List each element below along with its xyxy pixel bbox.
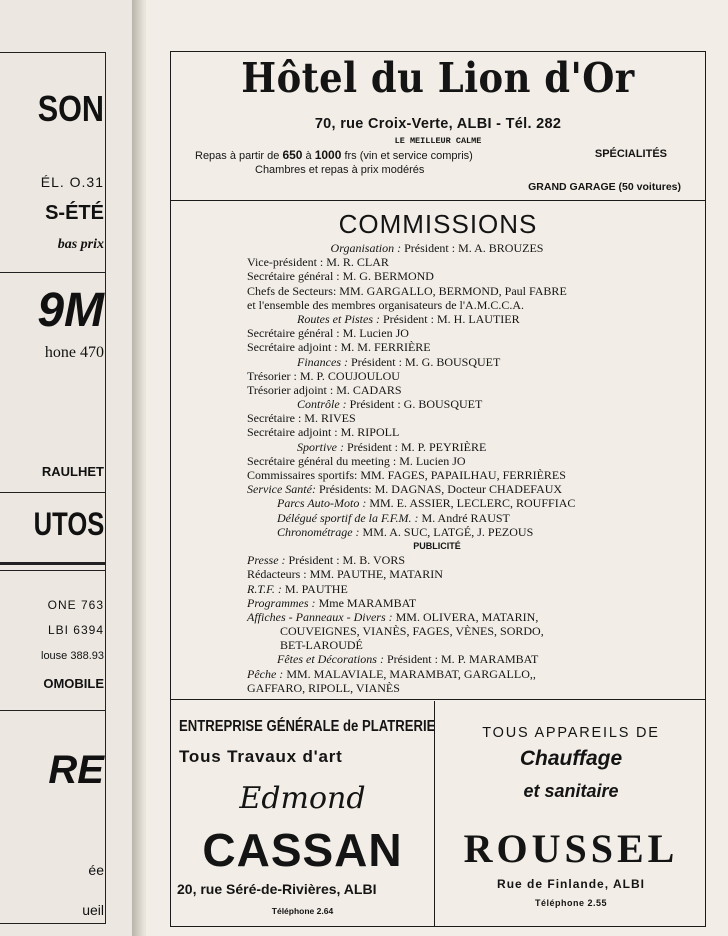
- commission-text: Président : M. A. BROUZES: [401, 241, 544, 255]
- commission-text: BET-LAROUDÉ: [280, 638, 363, 653]
- prev-text-automobile: OMOBILE: [43, 676, 104, 691]
- ad-chauffage: [436, 701, 706, 926]
- commission-text: Présidents: M. DAGNAS, Docteur CHADEFAUX: [315, 482, 563, 497]
- commissions-title: COMMISSIONS: [338, 209, 538, 239]
- commission-line: [247, 553, 627, 567]
- advertisements: [171, 701, 705, 926]
- commission-label: Contrôle :: [297, 397, 347, 412]
- commission-line: [247, 383, 627, 397]
- commission-label: Affiches - Panneaux - Divers :: [247, 609, 393, 624]
- commission-line: [247, 298, 627, 312]
- ad-platrerie-phone: Téléphone 2.64: [271, 906, 334, 916]
- commission-text: Secrétaire général : M. Lucien JO: [247, 326, 409, 341]
- prev-text-ueil: ueil: [82, 902, 104, 918]
- commission-line: [247, 496, 627, 510]
- commission-text: M. André RAUST: [418, 510, 510, 525]
- commission-text: GAFFARO, RIPOLL, VIANÈS: [247, 680, 400, 695]
- commissions-list: [247, 241, 627, 695]
- commission-label: Organisation :: [330, 241, 402, 255]
- commission-label: R.T.F. :: [247, 581, 282, 596]
- commission-label: Presse :: [247, 553, 286, 568]
- commission-line: [247, 610, 627, 624]
- commission-line: [247, 624, 627, 638]
- commission-text: et l'ensemble des membres organisateurs de l'A.M.C.C.A.: [247, 297, 525, 312]
- commission-label: Pêche :: [247, 666, 284, 681]
- commission-text: MM. E. ASSIER, LECLERC, ROUFFIAC: [366, 496, 576, 511]
- prev-text-9m: 9M: [37, 284, 104, 337]
- commission-text: COUVEIGNES, VIANÈS, FAGES, VÈNES, SORDO,: [280, 624, 544, 639]
- commission-text: Président : G. BOUSQUET: [346, 397, 483, 412]
- hotel-specialites: SPÉCIALITÉS: [594, 148, 667, 160]
- commission-label: Programmes :: [247, 595, 316, 610]
- prev-divider: [0, 492, 106, 493]
- prev-text-autos: UTOS: [33, 506, 104, 542]
- commission-line: [247, 411, 627, 425]
- commission-line: [247, 567, 627, 581]
- commission-label: Parcs Auto-Moto :: [277, 496, 367, 511]
- commission-label: Fêtes et Décorations :: [277, 652, 384, 667]
- prev-text-bas-prix: bas prix: [57, 237, 104, 252]
- commission-text: Secrétaire général du meeting : M. Lucien JO: [247, 453, 466, 468]
- commission-text: Président : M. H. LAUTIER: [379, 311, 520, 326]
- commission-line: [247, 652, 627, 666]
- hotel-garage: GRAND GARAGE (50 voitures): [528, 181, 681, 193]
- ad-chauffage-name: ROUSSEL: [463, 826, 679, 871]
- hotel-advertisement: [171, 52, 705, 201]
- commission-label: Finances :: [297, 354, 348, 369]
- hotel-address: 70, rue Croix-Verte, ALBI - Tél. 282: [314, 116, 562, 132]
- commission-line: [247, 440, 627, 454]
- prev-text-re: RE: [48, 748, 104, 792]
- ad-platrerie-firstname: Edmond: [239, 781, 366, 816]
- commissions-section: [171, 201, 705, 700]
- commission-line: [247, 539, 627, 553]
- commission-line: [247, 596, 627, 610]
- prev-text-ete: S-ÉTÉ: [45, 202, 104, 224]
- commission-line: [247, 241, 627, 255]
- commission-line: [247, 582, 627, 596]
- meals-mid: à: [302, 150, 315, 162]
- commission-text: Chefs de Secteurs: MM. GARGALLO, BERMOND, Paul FABRE: [247, 283, 567, 298]
- commission-text: Trésorier : M. P. COUJOULOU: [247, 368, 400, 383]
- commission-text: Trésorier adjoint : M. CADARS: [247, 382, 402, 397]
- hotel-meals: [195, 148, 473, 162]
- ad-chauffage-address: Rue de Finlande, ALBI: [497, 877, 645, 891]
- commission-line: [247, 482, 627, 496]
- prev-text-phone: hone 470: [44, 344, 104, 361]
- prev-divider: [0, 562, 106, 565]
- commission-line: [247, 511, 627, 525]
- meals-price-2: 1000: [314, 148, 342, 162]
- commission-text: Président : M. P. MARAMBAT: [383, 652, 539, 667]
- ad-platrerie-address: 20, rue Séré-de-Rivières, ALBI: [177, 881, 377, 897]
- commission-line: [247, 468, 627, 482]
- commission-line: [247, 255, 627, 269]
- prev-text-tel: ÉL. O.31: [40, 174, 104, 190]
- prev-divider: [0, 272, 106, 273]
- commission-text: Président : M. G. BOUSQUET: [347, 354, 501, 369]
- meals-suffix: frs (vin et service compris): [341, 150, 473, 162]
- commission-line: [247, 397, 627, 411]
- commission-label: Routes et Pistes :: [297, 311, 380, 326]
- prev-divider: [0, 710, 106, 711]
- page-frame: [170, 51, 706, 927]
- meals-price-1: 650: [282, 148, 303, 162]
- prev-divider: [0, 570, 106, 571]
- commission-text: Mme MARAMBAT: [315, 595, 417, 610]
- ad-platrerie-subheading: Tous Travaux d'art: [179, 747, 343, 766]
- commission-line: [247, 681, 627, 695]
- hotel-name: Hôtel du Lion d'Or: [241, 54, 635, 102]
- commission-text: Secrétaire adjoint : M. RIPOLL: [247, 425, 400, 440]
- prev-text-ee: ée: [88, 862, 104, 878]
- commission-label: Délégué sportif de la F.F.M. :: [277, 510, 419, 525]
- hotel-tagline: LE MEILLEUR CALME: [394, 136, 482, 146]
- commission-line: [247, 340, 627, 354]
- main-page: [146, 0, 728, 936]
- ad-chauffage-phone: Téléphone 2.55: [534, 898, 608, 908]
- ad-chauffage-chauffage: Chauffage: [519, 747, 623, 770]
- commission-label: Chronométrage :: [277, 524, 360, 539]
- commission-line: [247, 454, 627, 468]
- commission-text: Secrétaire général : M. G. BERMOND: [247, 269, 434, 284]
- ad-platrerie-heading: ENTREPRISE GÉNÉRALE de PLATRERIE: [179, 718, 436, 735]
- commission-label: Sportive :: [297, 439, 344, 454]
- commission-text: Secrétaire : M. RIVES: [247, 411, 356, 426]
- commission-label: Service Santé:: [247, 482, 316, 497]
- commission-line: [247, 667, 627, 681]
- prev-text-graulhet: RAULHET: [41, 464, 104, 479]
- commission-line: [247, 525, 627, 539]
- commission-line: [247, 369, 627, 383]
- ad-platrerie-surname: CASSAN: [202, 824, 403, 876]
- ad-chauffage-heading: TOUS APPAREILS DE: [482, 725, 660, 741]
- commission-text: Commissaires sportifs: MM. FAGES, PAPAILHAU, FERRIÈRES: [247, 468, 566, 482]
- commission-text: Secrétaire adjoint : M. M. FERRIÈRE: [247, 340, 431, 355]
- commission-line: [247, 326, 627, 340]
- commission-text: M. PAUTHE: [281, 581, 348, 596]
- ad-chauffage-sanitaire: et sanitaire: [523, 781, 619, 801]
- commission-line: [247, 269, 627, 283]
- hotel-rooms: Chambres et repas à prix modérés: [255, 164, 425, 176]
- commission-line: [247, 312, 627, 326]
- commission-text: PUBLICITÉ: [413, 540, 461, 551]
- previous-page-strip: [0, 0, 140, 936]
- prev-text-albi-6394: LBI 6394: [47, 623, 104, 637]
- meals-prefix: Repas à partir de: [195, 150, 283, 162]
- commission-line: [247, 355, 627, 369]
- commission-text: MM. A. SUC, LATGÉ, J. PEZOUS: [359, 524, 534, 539]
- prev-text-phone-763: ONE 763: [47, 598, 104, 612]
- commission-text: MM. OLIVERA, MATARIN,: [392, 609, 539, 624]
- commission-text: Président : M. B. VORS: [285, 553, 406, 568]
- commission-line: [247, 638, 627, 652]
- commission-text: Rédacteurs : MM. PAUTHE, MATARIN: [247, 567, 443, 582]
- commission-line: [247, 425, 627, 439]
- prev-text-son: SON: [37, 88, 104, 129]
- commission-text: MM. MALAVIALE, MARAMBAT, GARGALLO,,: [283, 666, 536, 681]
- commission-line: [247, 284, 627, 298]
- ad-platrerie: [171, 701, 434, 926]
- commission-text: Vice-président : M. R. CLAR: [247, 255, 389, 270]
- commission-text: Président : M. P. PEYRIÈRE: [344, 439, 487, 454]
- prev-text-toulouse: louse 388.93: [41, 650, 104, 662]
- ad-divider: [434, 701, 435, 926]
